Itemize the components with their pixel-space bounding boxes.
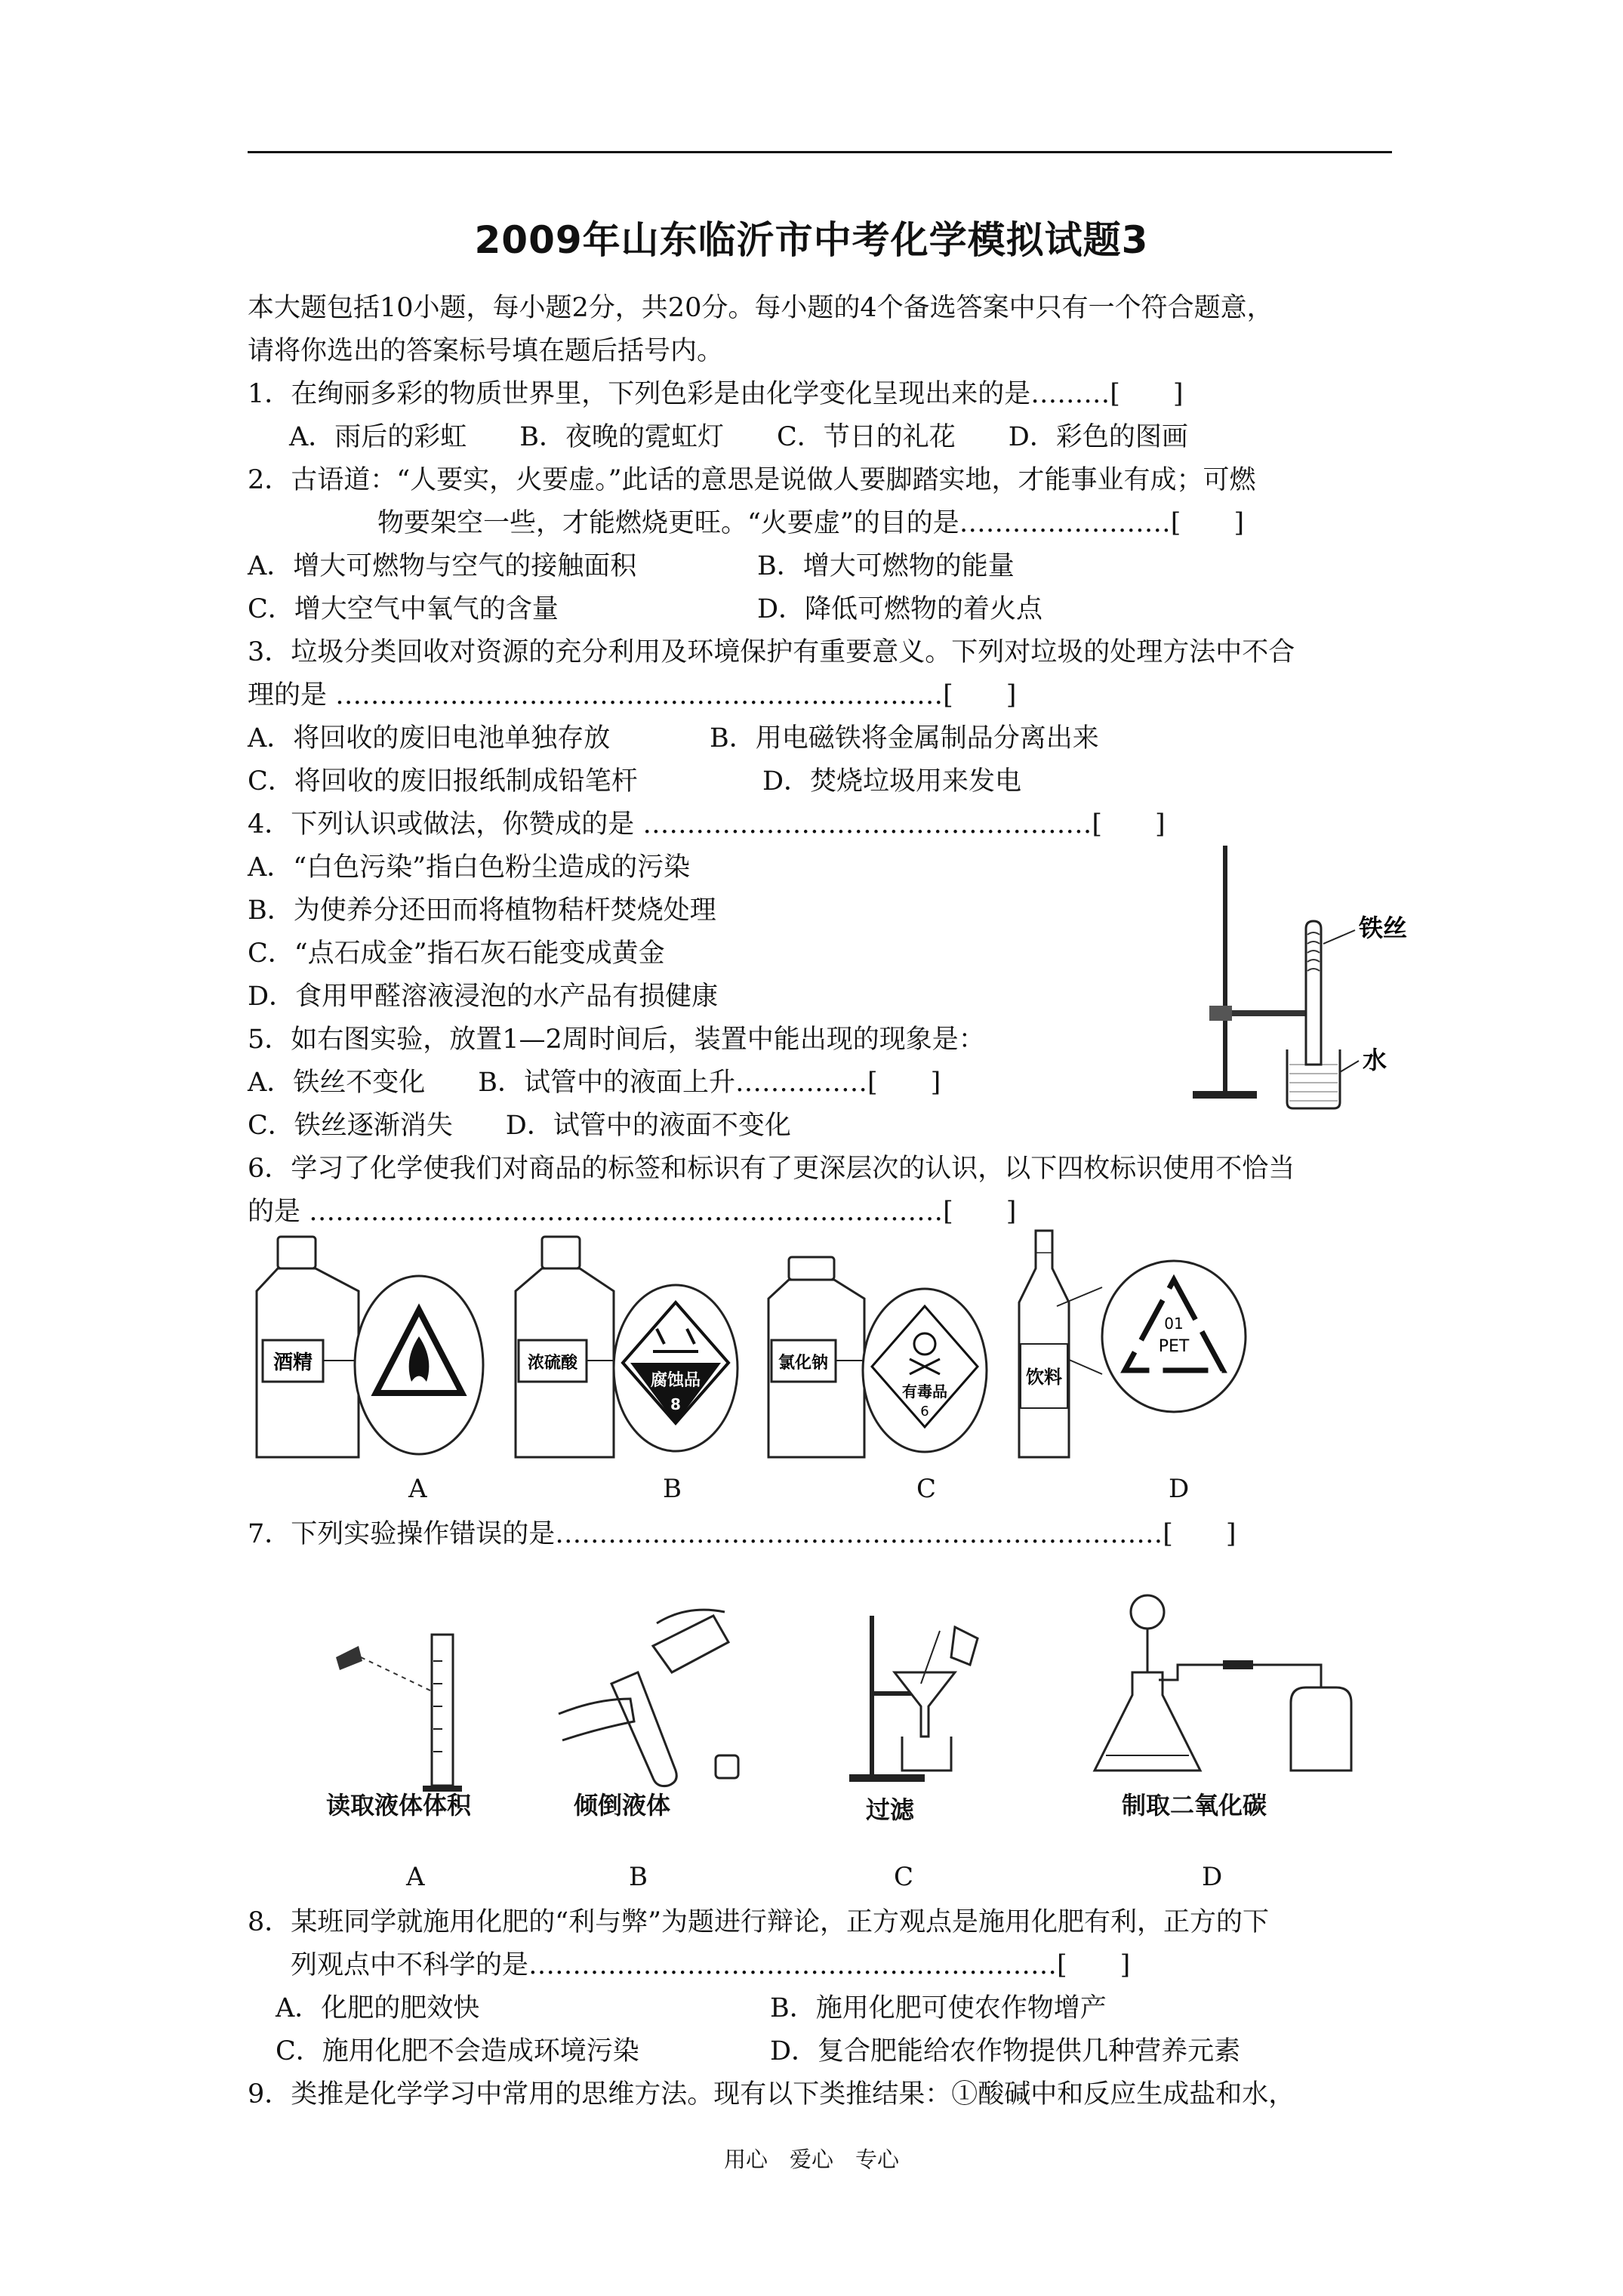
page-footer: 用心 爱心 专心 [723, 2147, 899, 2172]
q7-caption-d: 制取二氧化碳 [1122, 1791, 1267, 1820]
q5-options-cd: C．铁丝逐渐消失 D．试管中的液面不变化 [248, 1111, 791, 1141]
q8-option-d: D．复合肥能给农作物提供几种营养元素 [770, 2036, 1241, 2066]
q4-option-c: C．“点石成金”指石灰石能变成黄金 [248, 938, 665, 969]
sight-line [361, 1657, 432, 1691]
q7-letter-d: D [1202, 1862, 1223, 1892]
sign-text: 腐蚀品 [650, 1371, 701, 1390]
q3-stem-2: 理的是 ……………………………………………………………[ ] [248, 680, 1017, 710]
pointer-line-bottom [1067, 1359, 1102, 1374]
q7-caption-c: 过滤 [866, 1795, 915, 1824]
q3-option-c: C．将回收的废旧报纸制成铅笔杆 [248, 766, 638, 797]
stand-rod [870, 1616, 874, 1778]
q2-option-c: C．增大空气中氧气的含量 [248, 594, 559, 624]
q2-stem-2: 物要架空一些，才能燃烧更旺。“火要虚”的目的是……………………[ ] [377, 508, 1245, 538]
q7-caption-b: 倾倒液体 [574, 1791, 671, 1820]
recycle-material: PET [1158, 1337, 1190, 1356]
collecting-bottle [1291, 1687, 1351, 1771]
bottle-b-sulfuric-acid [502, 1231, 744, 1465]
sign-class: 6 [920, 1404, 929, 1419]
q5-stem: 5．如右图实验，放置1—2周时间后，装置中能出现的现象是： [248, 1025, 985, 1055]
q7-letter-b: B [629, 1862, 648, 1892]
q8-option-a: A．化肥的肥效快 [276, 1993, 480, 2023]
label-water: 水 [1363, 1046, 1387, 1074]
q8-stem-1: 8．某班同学就施用化肥的“利与弊”为题进行辩论，正方观点是施用化肥有利，正方的下 [248, 1907, 1270, 1937]
q5-options-ab: A．铁丝不变化 B．试管中的液面上升……………[ ] [248, 1068, 941, 1098]
bottle-stopper [716, 1755, 738, 1778]
q7-figure-d-prepare-co2 [1072, 1582, 1366, 1793]
bottle-cap [1036, 1231, 1052, 1253]
bottle-c-sodium-chloride [755, 1231, 996, 1465]
bottle-cap [278, 1237, 316, 1268]
bottle-cap [789, 1257, 834, 1280]
q6-letter-c: C [916, 1474, 937, 1504]
eye-icon [336, 1646, 362, 1670]
q1-options: A．雨后的彩虹 B．夜晚的霓虹灯 C．节日的礼花 D．彩色的图画 [289, 422, 1188, 452]
page-title: 2009年山东临沂市中考化学模拟试题3 [474, 218, 1149, 262]
tube-connector [1223, 1660, 1253, 1669]
sign-text: 有毒品 [902, 1382, 947, 1401]
q2-option-b: B．增大可燃物的能量 [757, 551, 1015, 581]
q8-stem-2: 列观点中不科学的是……………………………………………………[ ] [291, 1950, 1131, 1980]
graduated-cylinder [432, 1635, 453, 1786]
bottle-a-alcohol [249, 1231, 491, 1465]
q6-letter-b: B [663, 1474, 682, 1504]
q3-option-a: A．将回收的废旧电池单独存放 [248, 723, 611, 754]
q7-letter-c: C [894, 1862, 914, 1892]
bottle-label: 氯化钠 [778, 1354, 829, 1373]
q6-letter-d: D [1169, 1474, 1190, 1504]
iron-wire-apparatus-figure [1178, 838, 1419, 1125]
wire-pointer [1323, 930, 1355, 944]
q4-option-a: A．“白色污染”指白色粉尘造成的污染 [248, 852, 691, 883]
header-rule [248, 151, 1392, 153]
q8-option-c: C．施用化肥不会造成环境污染 [276, 2036, 639, 2066]
q4-option-d: D．食用甲醛溶液浸泡的水产品有损健康 [248, 982, 719, 1012]
pouring-beaker [951, 1627, 978, 1665]
bottle-label: 浓硫酸 [527, 1354, 578, 1373]
q6-stem-1: 6．学习了化学使我们对商品的标签和标识有了更深层次的认识，以下四枚标识使用不恰当 [248, 1154, 1295, 1184]
stand-clamp [1223, 1010, 1313, 1016]
q3-option-d: D．焚烧垃圾用来发电 [762, 766, 1022, 797]
bottle-cap [542, 1237, 580, 1268]
stand-base [849, 1774, 925, 1782]
bottle-d-beverage [1004, 1223, 1253, 1465]
q9-stem: 9．类推是化学学习中常用的思维方法。现有以下类推结果：①酸碱中和反应生成盐和水， [248, 2079, 1295, 2110]
test-tube [611, 1672, 676, 1786]
label-iron-wire: 铁丝 [1359, 914, 1408, 942]
q2-option-d: D．降低可燃物的着火点 [757, 594, 1043, 624]
q6-stem-2: 的是 ………………………………………………………………[ ] [248, 1197, 1017, 1227]
sign-class: 8 [670, 1395, 681, 1413]
beaker-water [1289, 1065, 1338, 1101]
bottle-label: 饮料 [1026, 1367, 1062, 1388]
q2-stem-1: 2．古语道：“人要实，火要虚。”此话的意思是说做人要脚踏实地，才能事业有成；可燃 [248, 465, 1256, 495]
q8-option-b: B．施用化肥可使农作物增产 [770, 1993, 1107, 2023]
receiving-beaker [902, 1737, 951, 1771]
intro-line-2: 请将你选出的答案标号填在题后括号内。 [248, 336, 724, 366]
q3-option-b: B．用电磁铁将金属制品分离出来 [710, 723, 1099, 754]
clamp-screw [1209, 1006, 1232, 1021]
q3-stem-1: 3．垃圾分类回收对资源的充分利用及环境保护有重要意义。下列对垃圾的处理方法中不合 [248, 637, 1295, 667]
q4-stem: 4．下列认识或做法，你赞成的是 ……………………………………………[ ] [248, 809, 1166, 840]
stand-base [1193, 1091, 1257, 1099]
funnel-bulb [1131, 1595, 1164, 1629]
bottle-label: 酒精 [273, 1351, 313, 1374]
q7-stem: 7．下列实验操作错误的是……………………………………………………………[ ] [248, 1519, 1236, 1549]
stand-rod [1223, 846, 1227, 1095]
q7-figure-b-pour-liquid [544, 1601, 770, 1804]
recycle-number: 01 [1164, 1314, 1184, 1333]
q7-figure-c-filtration [830, 1601, 1012, 1797]
q7-caption-a: 读取液体体积 [326, 1791, 472, 1820]
q4-option-b: B．为使养分还田而将植物秸杆焚烧处理 [248, 895, 716, 926]
q1-stem: 1．在绚丽多彩的物质世界里，下列色彩是由化学变化呈现出来的是………[ ] [248, 379, 1184, 409]
q7-letter-a: A [406, 1862, 425, 1892]
intro-line-1: 本大题包括10小题，每小题2分，共20分。每小题的4个备选答案中只有一个符合题意， [248, 293, 1273, 323]
q2-option-a: A．增大可燃物与空气的接触面积 [248, 551, 637, 581]
q6-letter-a: A [408, 1474, 427, 1504]
funnel [895, 1672, 955, 1737]
water-pointer [1340, 1061, 1359, 1072]
reagent-bottle [653, 1616, 728, 1672]
